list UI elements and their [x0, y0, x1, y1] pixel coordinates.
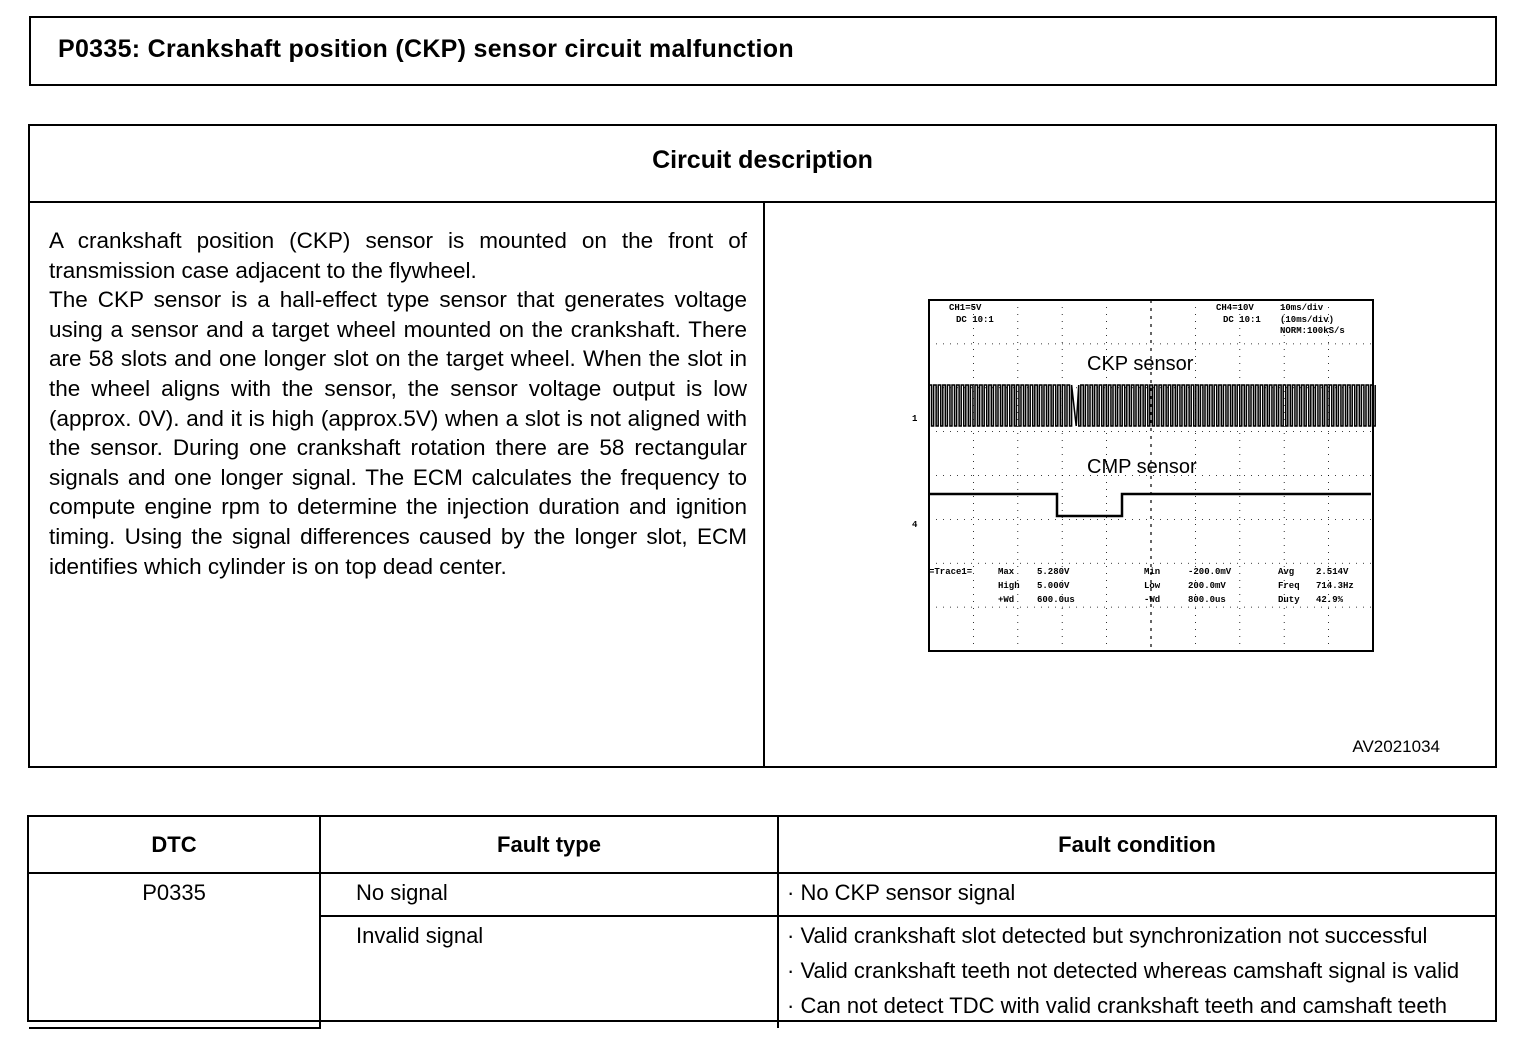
acquisition-mode: NORM:100kS/s: [1280, 326, 1345, 336]
measurement-label: High: [998, 581, 1020, 591]
figure-id: AV2021034: [1352, 737, 1440, 756]
table-header-row: [29, 817, 1495, 873]
fault-condition-item: · Can not detect TDC with valid crankshaft teeth and camshaft teeth: [787, 993, 1447, 1018]
cmp-trace-label: CMP sensor: [1087, 456, 1197, 478]
description-paragraph-2: The CKP sensor is a hall-effect type sensor that generates voltage using a sensor and a target wheel mounted on the crankshaft. There are 58 slots and one longer slot on the target wheel. When the slot in the wheel aligns with the sensor, the sensor voltage output is low (approx. 0V). and it is high (approx.5V) when a slot is not aligned with the sensor. During one crankshaft rotation there are 58 rectangular signals and one longer signal. The ECM calculates the frequency to compute engine rpm to determine the injection duration and ignition timing. Using the signal differences caused by the longer slot, ECM identifies which cylinder is on top dead center.: [49, 287, 747, 579]
ch1-scale: CH1=5V: [949, 303, 982, 313]
measurement-value: 2.514V: [1316, 567, 1349, 577]
ch1-coupling: DC 10:1: [956, 315, 994, 325]
dtc-table: [29, 817, 1495, 1029]
title-box: [29, 16, 1497, 86]
fault-condition-cell: [778, 873, 1495, 916]
fault-condition-cell: [778, 916, 1495, 1028]
measurement-value: 42.9%: [1316, 595, 1344, 605]
measurement-value: 800.0us: [1188, 595, 1226, 605]
header-fault-type: Fault type: [320, 817, 778, 873]
ch4-ground-marker: 4: [912, 520, 918, 530]
measurement-label: Low: [1144, 581, 1161, 591]
fault-type-cell: Invalid signal: [320, 916, 778, 1028]
ckp-waveform: [929, 385, 1375, 426]
header-dtc: DTC: [29, 817, 320, 873]
ch4-coupling: DC 10:1: [1223, 315, 1261, 325]
measurement-label: Duty: [1278, 595, 1300, 605]
fault-condition-item: · Valid crankshaft slot detected but synchronization not successful: [787, 923, 1428, 948]
circuit-description-heading: Circuit description: [652, 146, 873, 174]
measurement-label: Max: [998, 567, 1015, 577]
measurement-label: Avg: [1278, 567, 1295, 577]
dtc-code: P0335: [29, 873, 320, 1028]
trace-name: =Trace1=: [929, 567, 973, 577]
circuit-description-section: [28, 124, 1497, 768]
circuit-description-header: [30, 126, 1495, 203]
ckp-trace-label: CKP sensor: [1087, 353, 1194, 375]
measurement-label: Min: [1144, 567, 1161, 577]
ch1-ground-marker: 1: [912, 414, 918, 424]
measurement-value: 200.0mV: [1188, 581, 1226, 591]
description-text: [49, 226, 747, 581]
measurement-value: 5.280V: [1037, 567, 1070, 577]
timebase-secondary: (10ms/div): [1280, 315, 1335, 325]
oscilloscope-waveform-figure: [912, 295, 1374, 651]
fault-condition-item: · Valid crankshaft teeth not detected whereas camshaft signal is valid: [787, 958, 1460, 983]
table-row: [29, 873, 1495, 916]
measurement-value: 600.0us: [1037, 595, 1075, 605]
measurement-label: Freq: [1278, 581, 1300, 591]
oscilloscope-figure-panel: [765, 203, 1495, 766]
measurement-value: 714.3Hz: [1316, 581, 1354, 591]
header-fault-condition: Fault condition: [778, 817, 1495, 873]
fault-type-cell: No signal: [320, 873, 778, 916]
ch4-scale: CH4=10V: [1216, 303, 1254, 313]
description-text-panel: [30, 203, 765, 766]
dtc-table-box: [27, 815, 1497, 1022]
measurement-label: -Wd: [1144, 595, 1161, 605]
measurement-label: +Wd: [998, 595, 1015, 605]
timebase: 10ms/div: [1280, 303, 1324, 313]
page-title: P0335: Crankshaft position (CKP) sensor circuit malfunction: [58, 35, 794, 63]
measurement-value: 5.000V: [1037, 581, 1070, 591]
measurement-value: -200.0mV: [1188, 567, 1232, 577]
fault-condition-item: · No CKP sensor signal: [787, 880, 1016, 905]
description-paragraph-1: A crankshaft position (CKP) sensor is mounted on the front of transmission case adjacent to the flywheel.: [49, 228, 747, 283]
